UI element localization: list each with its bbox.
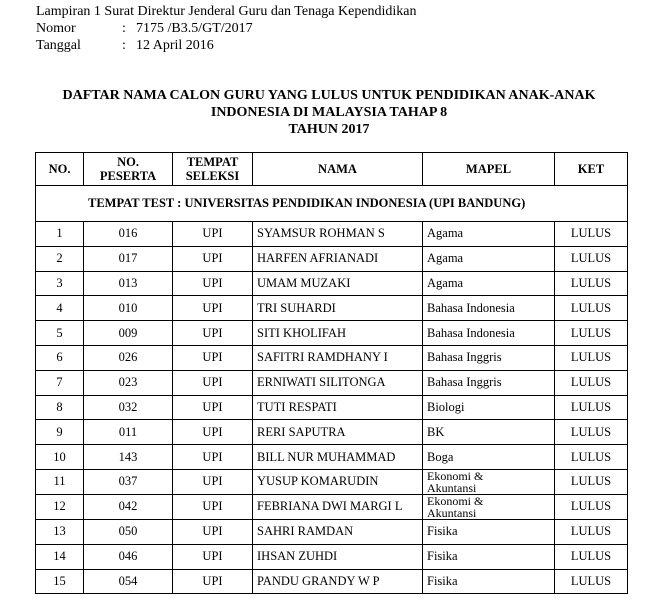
cell-mapel-line1: Ekonomi & [427, 468, 484, 483]
cell-ket: LULUS [555, 544, 628, 569]
cell-ket: LULUS [555, 370, 628, 395]
cell-mapel: Agama [423, 222, 555, 247]
cell-no: 3 [36, 271, 84, 296]
title-line-3: TAHUN 2017 [288, 122, 370, 137]
tanggal-row [36, 37, 417, 54]
cell-no: 14 [36, 544, 84, 569]
cell-no: 11 [36, 469, 84, 494]
tanggal-value: 12 April 2016 [136, 38, 214, 53]
cell-mapel: Fisika [423, 544, 555, 569]
table-row [36, 569, 628, 594]
cell-tempat: UPI [173, 494, 253, 519]
cell-no: 6 [36, 345, 84, 370]
header-nama: NAMA [253, 153, 423, 186]
cell-no: 15 [36, 569, 84, 594]
header-tempat [173, 153, 253, 186]
header-tempat-line1: TEMPAT [186, 155, 239, 169]
cell-nama: UMAM MUZAKI [253, 271, 423, 296]
header-peserta [84, 153, 173, 186]
cell-mapel: Agama [423, 246, 555, 271]
cell-nama: RERI SAPUTRA [253, 420, 423, 445]
section-label: TEMPAT TEST : UNIVERSITAS PENDIDIKAN INDONESIA (UPI BANDUNG) [36, 186, 628, 222]
cell-peserta: 013 [84, 271, 173, 296]
cell-mapel: Fisika [423, 569, 555, 594]
cell-peserta: 023 [84, 370, 173, 395]
cell-tempat: UPI [173, 445, 253, 470]
cell-ket: LULUS [555, 494, 628, 519]
cell-ket: LULUS [555, 345, 628, 370]
cell-tempat: UPI [173, 395, 253, 420]
table-row [36, 271, 628, 296]
nomor-colon: : [122, 21, 126, 36]
cell-mapel: Bahasa Indonesia [423, 321, 555, 346]
cell-tempat: UPI [173, 222, 253, 247]
cell-nama: PANDU GRANDY W P [253, 569, 423, 594]
header-peserta-line2: PESERTA [99, 169, 157, 183]
attachment-line: Lampiran 1 Surat Direktur Jenderal Guru dan Tenaga Kependidikan [36, 4, 417, 19]
header-peserta-line1: NO. [117, 155, 139, 169]
table-row [36, 246, 628, 271]
cell-tempat: UPI [173, 469, 253, 494]
header-tempat-line2: SELEKSI [185, 169, 240, 183]
nomor-label: Nomor [36, 21, 76, 36]
cell-tempat: UPI [173, 420, 253, 445]
document-header [36, 3, 417, 54]
cell-ket: LULUS [555, 420, 628, 445]
cell-ket: LULUS [555, 271, 628, 296]
cell-ket: LULUS [555, 246, 628, 271]
cell-peserta: 054 [84, 569, 173, 594]
cell-tempat: UPI [173, 271, 253, 296]
cell-peserta: 037 [84, 469, 173, 494]
cell-no: 12 [36, 494, 84, 519]
nomor-row [36, 20, 417, 37]
table-row [36, 296, 628, 321]
table-row [36, 519, 628, 544]
cell-mapel: Boga [423, 445, 555, 470]
cell-mapel: BK [423, 420, 555, 445]
table-row [36, 544, 628, 569]
cell-no: 5 [36, 321, 84, 346]
cell-nama: TRI SUHARDI [253, 296, 423, 321]
cell-mapel-line2: Akuntansi [427, 505, 477, 520]
table-row [36, 345, 628, 370]
cell-nama: BILL NUR MUHAMMAD [253, 445, 423, 470]
cell-tempat: UPI [173, 345, 253, 370]
cell-tempat: UPI [173, 569, 253, 594]
cell-tempat: UPI [173, 246, 253, 271]
title-line-1: DAFTAR NAMA CALON GURU YANG LULUS UNTUK PENDIDIKAN ANAK-ANAK [62, 88, 596, 103]
cell-mapel: Agama [423, 271, 555, 296]
cell-mapel: Biologi [423, 395, 555, 420]
header-ket: KET [555, 153, 628, 186]
tanggal-label: Tanggal [36, 38, 81, 53]
cell-no: 1 [36, 222, 84, 247]
nomor-value: 7175 /B3.5/GT/2017 [136, 21, 253, 36]
table-row [36, 321, 628, 346]
cell-nama: ERNIWATI SILITONGA [253, 370, 423, 395]
cell-nama: SITI KHOLIFAH [253, 321, 423, 346]
cell-mapel: Bahasa Inggris [423, 345, 555, 370]
tanggal-colon: : [122, 38, 126, 53]
cell-nama: FEBRIANA DWI MARGI L [253, 494, 423, 519]
cell-tempat: UPI [173, 321, 253, 346]
cell-ket: LULUS [555, 296, 628, 321]
cell-ket: LULUS [555, 519, 628, 544]
participants-table [35, 152, 628, 594]
table-row [36, 420, 628, 445]
cell-peserta: 046 [84, 544, 173, 569]
cell-mapel: Bahasa Indonesia [423, 296, 555, 321]
cell-ket: LULUS [555, 469, 628, 494]
cell-ket: LULUS [555, 445, 628, 470]
cell-tempat: UPI [173, 519, 253, 544]
table-row [36, 469, 628, 494]
cell-no: 7 [36, 370, 84, 395]
cell-ket: LULUS [555, 321, 628, 346]
cell-mapel: Bahasa Inggris [423, 370, 555, 395]
cell-mapel-line1: Ekonomi & [427, 493, 484, 508]
cell-tempat: UPI [173, 544, 253, 569]
table-row [36, 445, 628, 470]
cell-nama: TUTI RESPATI [253, 395, 423, 420]
cell-nama: SAFITRI RAMDHANY I [253, 345, 423, 370]
cell-ket: LULUS [555, 569, 628, 594]
cell-tempat: UPI [173, 296, 253, 321]
cell-peserta: 026 [84, 345, 173, 370]
cell-nama: HARFEN AFRIANADI [253, 246, 423, 271]
cell-no: 13 [36, 519, 84, 544]
cell-no: 4 [36, 296, 84, 321]
cell-peserta: 050 [84, 519, 173, 544]
cell-peserta: 011 [84, 420, 173, 445]
cell-ket: LULUS [555, 395, 628, 420]
header-no: NO. [36, 153, 84, 186]
cell-no: 2 [36, 246, 84, 271]
cell-peserta: 032 [84, 395, 173, 420]
header-mapel: MAPEL [423, 153, 555, 186]
cell-peserta: 042 [84, 494, 173, 519]
table-row [36, 395, 628, 420]
table-row [36, 370, 628, 395]
cell-nama: YUSUP KOMARUDIN [253, 469, 423, 494]
cell-tempat: UPI [173, 370, 253, 395]
cell-peserta: 016 [84, 222, 173, 247]
cell-no: 10 [36, 445, 84, 470]
cell-nama: SAHRI RAMDAN [253, 519, 423, 544]
cell-mapel [423, 494, 555, 519]
cell-nama: IHSAN ZUHDI [253, 544, 423, 569]
cell-peserta: 010 [84, 296, 173, 321]
cell-peserta: 143 [84, 445, 173, 470]
cell-no: 9 [36, 420, 84, 445]
document-title [0, 87, 658, 138]
table-header-row [36, 153, 628, 186]
cell-mapel-line2: Akuntansi [427, 480, 477, 495]
table-row [36, 222, 628, 247]
table-row [36, 494, 628, 519]
title-line-2: INDONESIA DI MALAYSIA TAHAP 8 [210, 105, 448, 120]
cell-mapel [423, 469, 555, 494]
cell-peserta: 017 [84, 246, 173, 271]
cell-ket: LULUS [555, 222, 628, 247]
cell-mapel: Fisika [423, 519, 555, 544]
cell-nama: SYAMSUR ROHMAN S [253, 222, 423, 247]
cell-no: 8 [36, 395, 84, 420]
section-row [36, 186, 628, 222]
cell-peserta: 009 [84, 321, 173, 346]
